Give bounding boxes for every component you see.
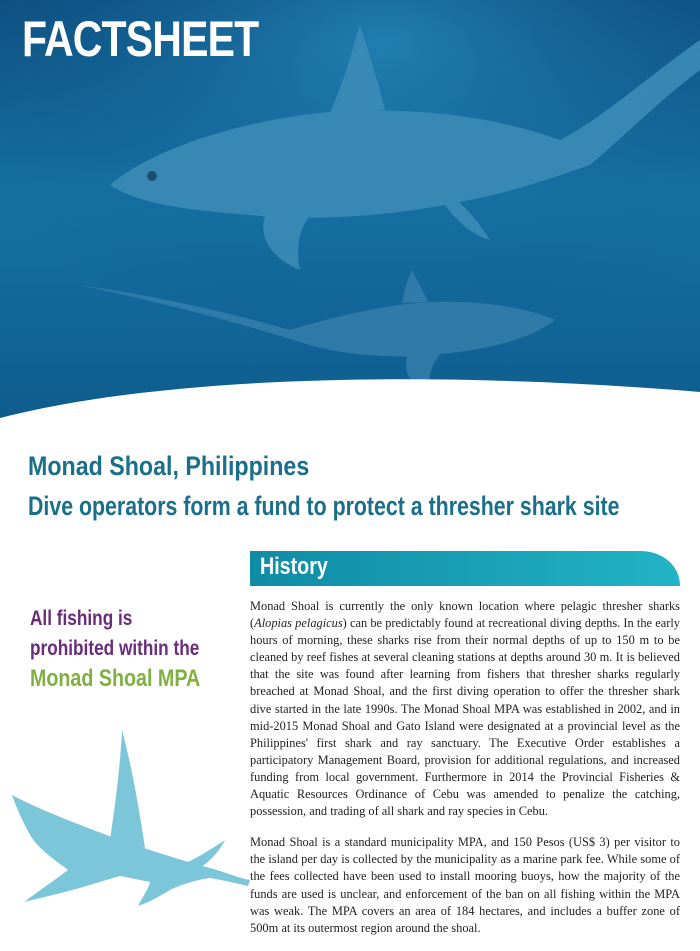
callout-line-1: All fishing is (30, 607, 133, 630)
callout-line-2: prohibited within the (30, 637, 200, 660)
page-title: Monad Shoal, Philippines (28, 451, 310, 481)
section-heading-history: History (260, 553, 328, 580)
callout-line-3: Monad Shoal MPA (30, 665, 201, 692)
species-name: Alopias pelagicus (254, 616, 343, 631)
history-body (250, 598, 680, 951)
paragraph-1: Monad Shoal is currently the only known location where pelagic thresher sharks (Alopias pelagicus) can be predictably found at recreational diving depths. In the early hours of morning, these sharks rise from their normal depths of up to 150 m to be cleaned by reef fishes at several cleaning stations at depths around 30 m. It is believed that the site was found after learning from fishers that thresher sharks regularly breached at Monad Shoal, and the first diving operation to offer the thresher shark dive started in the late 1990s. The Monad Shoal MPA was established in 2002, and in mid-2015 Monad Shoal and Gato Island were designated at a provincial level as the Philippines' first shark and ray sanctuary. The Executive Order establishes a participatory Management Board, provision for additional regulations, and increased funding from local government. Furthermore in 2014 the Provincial Fisheries & Aquatic Resources Ordinance of Cebu was amended to penalize the catching, possession, and trading of all shark and ray species in Cebu. (250, 599, 680, 819)
thresher-shark-icon (10, 720, 250, 910)
factsheet-label: FACTSHEET (22, 11, 259, 67)
photo-credit: Photo: Andy Cornish (606, 394, 686, 403)
page-subtitle: Dive operators form a fund to protect a thresher shark site (28, 491, 620, 521)
paragraph-2: Monad Shoal is a standard municipality MPA, and 150 Pesos (US$ 3) per visitor to the island per day is collected by the municipality as a marine park fee. While some of the fees collected have been used to install mooring buoys, how the majority of the funds are used is unclear, and enforcement of the ban on all fishing within the MPA was weak. The MPA covers an area of 184 hectares, and includes a buffer zone of 500m at its outermost region around the shoal. (250, 835, 680, 935)
callout-text (30, 604, 200, 694)
